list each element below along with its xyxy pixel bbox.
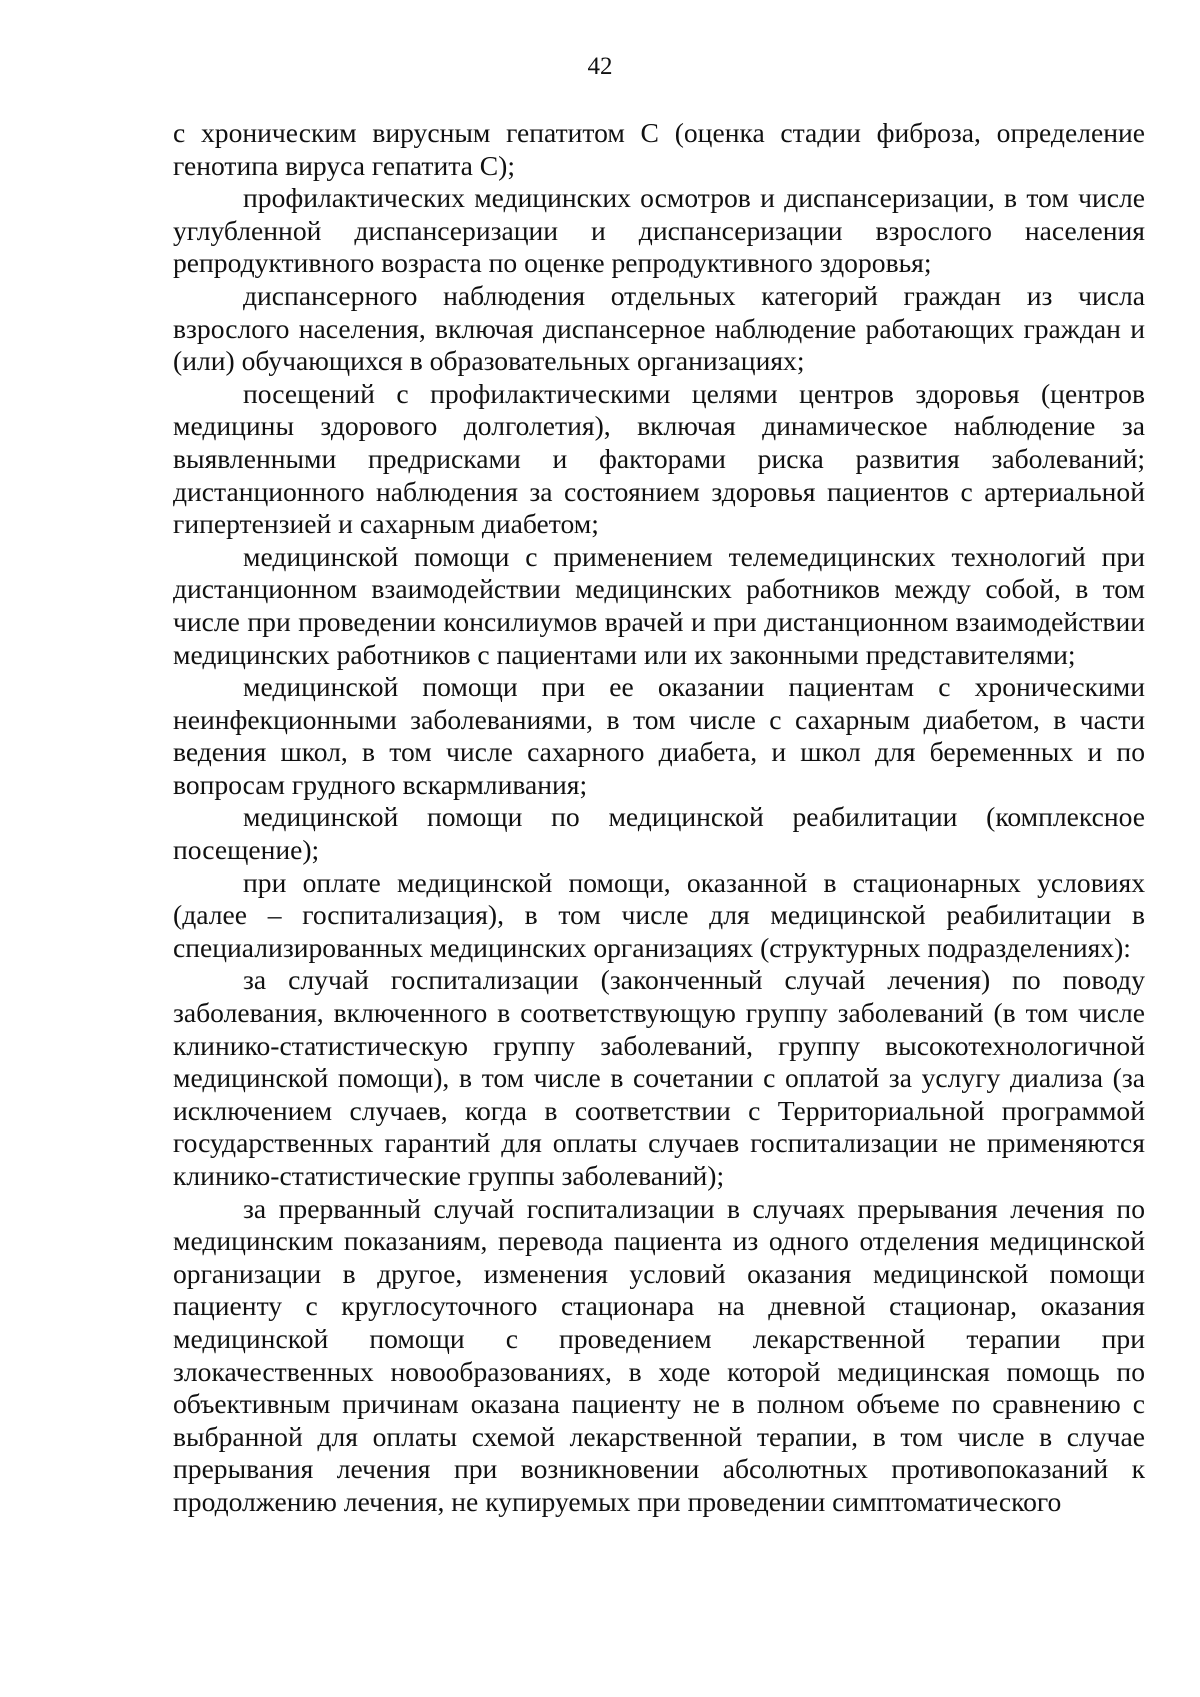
paragraph-completed-hospitalization: за случай госпитализации (законченный случай лечения) по поводу заболевания, включенного в соответствующую группу заболеваний (в том числе клинико-статистическую группу заболеваний, группу высокотехнологичной медицинской помощи), в том числе в сочетании с оплатой за услугу диализа (за исключением случаев, когда в соответствии с Территориальной программой государственных гарантий для оплаты случаев госпитализации не применяются клинико-статистические группы заболеваний); <box>173 964 1145 1191</box>
paragraph-dispensary-observation: диспансерного наблюдения отдельных категорий граждан из числа взрослого населения, включая диспансерное наблюдение работающих граждан и (или) обучающихся в образовательных организациях; <box>173 279 1145 377</box>
paragraph-telemedicine: медицинской помощи с применением телемедицинских технологий при дистанционном взаимодействии медицинских работников между собой, в том числе при проведении консилиумов врачей и при дистанционном взаимодействии медицинских работников с пациентами или их законными представителями; <box>173 540 1145 670</box>
page-number: 42 <box>587 53 613 80</box>
paragraph-rehabilitation: медицинской помощи по медицинской реабилитации (комплексное посещение); <box>173 801 1145 866</box>
paragraph-preventive-examinations: профилактических медицинских осмотров и диспансеризации, в том числе углубленной диспансеризации и диспансеризации взрослого населения репродуктивного возраста по оценке репродуктивного здоровья; <box>173 182 1145 279</box>
paragraph-interrupted-hospitalization: за прерванный случай госпитализации в случаях прерывания лечения по медицинским показаниям, перевода пациента из одного отделения медицинской организации в другое, изменения условий оказания медицинской помощи пациенту с круглосуточного стационара на дневной стационар, оказания медицинской помощи с проведением лекарственной терапии при злокачественных новообразованиях, в ходе которой медицинская помощь по объективным причинам оказана пациенту не в полном объеме по сравнению с выбранной для оплаты схемой лекарственной терапии, в том числе в случае прерывания лечения при возникновении абсолютных противопоказаний к продолжению лечения, не купируемых при проведении симптоматического <box>173 1192 1145 1517</box>
paragraph-inpatient-payment: при оплате медицинской помощи, оказанной в стационарных условиях (далее – госпитализация), в том числе для медицинской реабилитации в специализированных медицинских организациях (структурных подразделениях): <box>173 866 1145 963</box>
document-body <box>173 117 1145 1519</box>
paragraph-chronic-diseases-schools: медицинской помощи при ее оказании пациентам с хроническими неинфекционными заболеваниями, в том числе с сахарным диабетом, в части ведения школ, в том числе сахарного диабета, и школ для беременных и по вопросам грудного вскармливания; <box>173 671 1145 800</box>
paragraph-health-center-visits: посещений с профилактическими целями центров здоровья (центров медицины здорового долголетия), включая динамическое наблюдение за выявленными предрисками и факторами риска развития заболеваний; дистанционного наблюдения за состоянием здоровья пациентов с артериальной гипертензией и сахарным диабетом; <box>173 377 1145 540</box>
paragraph-continuation: с хроническим вирусным гепатитом С (оценка стадии фиброза, определение генотипа вируса гепатита С); <box>173 117 1145 181</box>
